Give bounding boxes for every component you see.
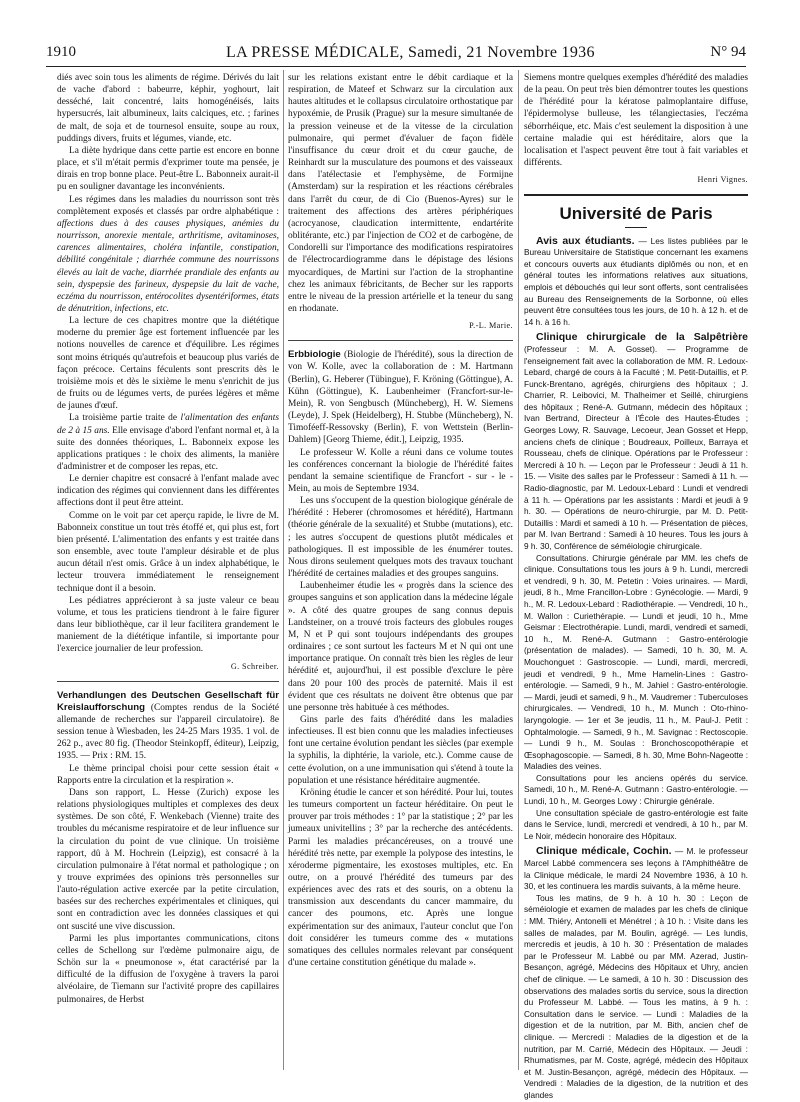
- paragraph: Kröning étudie le cancer et son hérédité. Pour lui, toutes les tumeurs comportent un facteur héréditaire. On peut le prouver par trois méthodes : 1° par la statistique ; 2° par les jumeaux univitellins ; 3° par la recherche des antécédents. Parmi les maladies précancéreuses, on a trouvé une hérédité très nette, par exemple la polypose des intestins, le xéroderme pigmentaire, les exostoses multiples, etc. En outre, on a prouvé l'hérédité des tumeurs par des expériences avec des rats et des souris, on a obtenu la transmission aux descendants du cancer mammaire, du cancer des poumons, etc. Après une longue expérimentation sur des animaux, l'auteur conclut que l'on doit considérer les tumeurs comme des « mutations somatiques des cellules normales relevant par conséquent d'une certaine constitution génétique du malade ».: [288, 787, 513, 969]
- page-header: [46, 44, 746, 66]
- book-review-heading: Erbbiologie (Biologie de l'hérédité), sous la direction de von W. Kolle, avec la collaboration de : M. Hartmann (Berlin), G. Heberer (Tübingue), F. Kröning (Göttingue), A. Kühn (Göttingue), K. Laubenheimer (Francfort-sur-le-Mein), R. von Sengbusch (Müncheberg), H. W. Siemens (Leyde), J. Spek (Heidelberg), H. Stubbe (Müncheberg), N. Timoféeff-Ressovsky (Berlin), F. von Wettstein (Berlin-Dahlem) [Georg Thieme, édit.], Leipzig, 1935.: [288, 349, 513, 446]
- paragraph: La lecture de ces chapitres montre que la diététique moderne du premier âge est fortement influencée par les notions nouvelles de carence et d'équilibre. Les régimes sont moins étriqués qu'autrefois et beaucoup plus variés de façon précoce. Certains féculents sont prescrits dès le troisième mois et dès le sixième le menu s'enrichit de jus de fruits ou de légumes verts, de purées légères et même de jaunes d'œuf.: [57, 316, 279, 412]
- review-signature: P.-L. Marie.: [469, 321, 513, 331]
- section-rule: [524, 194, 748, 196]
- journal-title: LA PRESSE MÉDICALE, Samedi, 21 Novembre 1936: [226, 44, 595, 61]
- paragraph: Laubenheimer étudie les « progrès dans la science des groupes sanguins et son application dans la médecine légale ». A côté des quatre groupes de sang connus depuis Landsteiner, on a trouvé trois facteurs des globules rouges M, N et P qui sont toujours indépendants des groupes ordinaires ; ce sont surtout les facteurs M et N qui ont une importance pratique. On connaît très bien les règles de leur hérédité et, aujourd'hui, il est possible d'exclure le père dans 20 pour 100 des procès de paternité. Mais il est évident que ces résultats ne doivent être obtenus que par une personne très habituée à ces méthodes.: [288, 581, 513, 713]
- book-review-heading: Verhandlungen des Deutschen Gesellschaft für Kreislaufforschung (Comptes rendus de la Société allemande de recherches sur l'appareil circulatoire). 8e session tenue à Wiesbaden, les 24-25 Mars 1935. 1 vol. de 262 p., avec 80 fig. (Theodor Steinkopff, éditeur), Leipzig, 1935. — Prix : RM. 15.: [57, 689, 279, 762]
- paragraph: Le dernier chapitre est consacré à l'enfant malade avec indication des régimes qui conviennent dans les différentes affections dont il peut être atteint.: [57, 474, 279, 509]
- paragraph: Comme on le voit par cet aperçu rapide, le livre de M. Babonneix constitue un tout très étoffé et, qui plus est, fort bien présenté. L'alimentation des enfants y est traitée dans son ensemble, avec toute l'ampleur désirable et de plus aucun détail n'est omis. Grâce à un index alphabétique, le lecteur trouvera immédiatement le renseignement technique dont il a besoin.: [57, 510, 279, 594]
- paragraph: Siemens montre quelques exemples d'hérédité des maladies de la peau. On peut très bien démontrer toutes les questions de l'hérédité pour la kératose palmoplantaire diffuse, l'épidermolyse bulleuse, les télangiectasies, l'eczéma séborrhéique, etc. Mais c'est seulement la disposition à une certaine maladie qui est héréditaire, alors que la localisation et l'aspect peuvent être tout à fait variables et différents.: [524, 73, 748, 169]
- section-rule: [288, 340, 513, 341]
- column-rule-1: [283, 70, 284, 1070]
- notice-avis: Avis aux étudiants. — Les listes publiées par le Bureau Universitaire de Statistique concernant les examens et concours ouverts aux étudiants diplômés ou non, et en général toutes les informations relatives aux situations, emplois et débouchés qui leur sont offerts, sont centralisées au Bureau des Renseignements de la Sorbonne, où elles peuvent être consultées tous les jours, de 10 h. à 12 h. et de 14 h. à 16 h.: [524, 234, 748, 327]
- review-signature: Henri Vignes.: [697, 175, 748, 185]
- paragraph: Le thème principal choisi pour cette session était « Rapports entre la circulation et la respiration ».: [57, 763, 279, 786]
- header-rule: [46, 66, 746, 67]
- paragraph: Dans son rapport, L. Hesse (Zurich) expose les relations physiologiques multiples et complexes des deux systèmes. De son côté, F. Wenkebach (Vienne) traite des troubles du mécanisme respiratoire et de leur influence sur la circulation du point de vue clinique. Un troisième rapport, dû à M. Hochrein (Leipzig), est consacré à la circulation pulmonaire à l'état normal et pathologique ; on y trouve exprimées des opinions très personnelles sur l'auto-régulation active exercée par la petite circulation, basées sur des recherches expérimentales et cliniques, qui sont en contradiction avec les données classiques et qui ont suscité une vive discussion.: [57, 787, 279, 932]
- notice-consultations: Consultations. Chirurgie générale par MM. les chefs de clinique. Consultations tous les jours à 9 h. Lundi, mercredi et vendredi, 9 h. 30, M. Petetin : Voies urinaires. — Mardi, jeudi, 8 h., Mme Francillon-Lobre : Gynécologie. — Mardi, 9 h., M. R. Ledoux-Lebard : Radiothérapie. — Vendredi, 10 h., M. Wallon : Curiethérapie. — Lundi et jeudi, 10 h., Mme Geismar : Electrothérapie. Lundi, mardi, vendredi et samedi, 10 h., M. René-A. Gutmann : Gastro-entérologie (présentation de malades). — Samedi, 10 h. 30, M. A. Mouchonguet : Gastroscopie. — Lundi, mardi, mercredi, jeudi et vendredi, 9 h., Mme Hamelin-Lines : Gastro-entérologie. — Samedi, 9 h., M. Jahiel : Gastro-entérologie. — Mardi, jeudi et samedi, 9 h., M. Vaudremer : Tuberculoses chirurgicales. — Vendredi, 10 h., M. Munch : Oto-rhino-laryngologie. — 1er et 3e jeudis, 11 h., M. Paul-J. Petit : Ophtalmologie. — Samedi, 9 h., M. Savignac : Rectoscopie. — Lundi 9 h., M. Soulas : Bronchoscopothérapie et Œsophagoscopie. — Samedi, 8 h. 30, Mme Bohn-Nageotte : Maladies des veines.: [524, 552, 748, 772]
- paragraph: Le professeur W. Kolle a réuni dans ce volume toutes les conférences concernant la biologie de l'hérédité faites pendant la semaine scientifique de Francfort - sur - le - Mein, au mois de Septembre 1934.: [288, 447, 513, 494]
- page-number: 1910: [46, 44, 76, 60]
- review-signature: G. Schreiber.: [230, 661, 279, 671]
- paragraph: diés avec soin tous les aliments de régime. Dérivés du lait de vache d'abord : babeurre, képhir, yoghourt, lait desséché, lait concentré, laits homogénéisés, laits hypersucrés, lait albumineux, laits calciques, etc. ; farines de malt, de soja et de tournesol ensuite, soupe au roux, puddings divers, fruits et légumes, viande, etc.: [57, 73, 279, 144]
- notice-consultations-3: Une consultation spéciale de gastro-entérologie est faite dans le Service, lundi, mercredi et vendredi, à 10 h., par M. Le Noir, médecin honoraire des Hôpitaux.: [524, 807, 748, 841]
- paragraph: La troisième partie traite de l'alimentation des enfants de 2 à 15 ans. Elle envisage d'abord l'enfant normal et, à la suite des données théoriques, L. Babonneix expose les applications pratiques : le choix des aliments, la manière d'administrer et de composer les repas, etc.: [57, 413, 280, 472]
- column-2: [288, 72, 513, 1072]
- paragraph: sur les relations existant entre le débit cardiaque et la respiration, de Mateef et Schwarz sur la circulation aux hautes altitudes et le collapsus circulatoire orthostatique par hypoxémie, de Prusik (Prague) sur la mesure simultanée de la pression veineuse et de la vitesse de la circulation pulmonaire, qui permet d'évaluer de façon fidèle l'insuffisance du cœur droit et du cœur gauche, de Reinhardt sur la musculature des poumons et des vaisseaux dans l'atélectasie et l'emphysème, de Formijne (Amsterdam) sur la respiration et les réactions cérébrales dans l'arrêt du cœur, de di Cio (Buenos-Ayres) sur le traitement des affections des artères périphériques (acrocyanose, claudication intermittente, endartérite oblitérante, etc.) par l'injection de CO2 et de carbogène, de Condorelli sur l'importance des modifications respiratoires de l'électrocardiogramme dans le dépistage des lésions myocardiques, de Martini sur l'action de la strophantine chez les animaux fébricitants, de Becher sur les rapports entre le niveau de la pression artérielle et la teneur du sang en rhodanate.: [288, 73, 513, 314]
- paragraph: Les pédiatres apprécieront à sa juste valeur ce beau volume, et tous les praticiens tiendront à le faire figurer dans leur bibliothèque, car il leur facilitera grandement le maniement de la diététique infantile, si importante pour l'exercice journalier de leur profession.: [57, 595, 279, 655]
- notice-salpetriere: Clinique chirurgicale de la Salpêtrière (Professeur : M. A. Gosset). — Programme de l'enseignement fait avec la collaboration de MM. R. Ledoux-Lebard, chargé de cours à la Faculté ; M. Petit-Dutaillis, et P. Funck-Brentano, agrégés, chirurgiens des hôpitaux ; J. Charrier, R. Leibovici, M. Thalheimer et Seillé, chirurgiens des hôpitaux ; René-A. Gutmann, médecin des hôpitaux ; Ivan Bertrand, Directeur à l'École des Hautes-Études ; Georges Lowy, R. Sauvage, Lecoeur, Jean Gosset et Hepp, anciens chefs de clinique ; Boudreaux, Poilleux, Barraya et Rousseau, chefs de clinique. Opérations par le Professeur : Mercredi à 10 h. — Leçon par le Professeur : Jeudi à 11 h. 15. — Visite des salles par le Professeur : Samedi à 11 h. — Radio-diagnostic, par M. Ledoux-Lebard : Lundi et vendredi à 11 h. — Opérations par les assistants : Mardi et jeudi à 9 h. 30. — Opérations de neuro-chirurgie, par M. D. Petit-Dutaillis : Mardi et samedi à 10 h. — Présentation de pièces, par M. Ivan Bertrand : Samedi à 10 heures. Tous les jours à 9 h. 30, Conférence de séméiologie chirurgicale.: [524, 331, 748, 551]
- notice-cochin: Clinique médicale, Cochin. — M. le professeur Marcel Labbé commencera ses leçons à l'Amphithéâtre de la Clinique médicale, le mardi 24 Novembre 1936, à 10 h. 30, et les continuera les mardis suivants, à la même heure.: [524, 845, 749, 892]
- column-3: [524, 72, 749, 1100]
- notice-cochin-2: Tous les matins, de 9 h. à 10 h. 30 : Leçon de séméiologie et examen de malades par les chefs de clinique : MM. Thiéry, Antonelli et Ménétrel ; à 10 h. : Visite dans les salles de malades, par M. Boulin, agrégé. — Les lundis, mercredis et jeudis, à 10 h. 30 : Présentation de malades par le Professeur M. Labbé ou par MM. Azerad, Justin-Besançon, agrégé, Médecins des Hôpitaux et Uhry, ancien chef de clinique. — Le samedi, à 10 h. 30 : Discussion des observations des malades sortis du service, sous la direction du Professeur M. Labbé. — Tous les matins, à 9 h. : Consultation dans le service. — Lundi : Maladies de la digestion et de la nutrition, par M. Bith, ancien chef de clinique. — Mercredi : Maladies de la digestion et de la nutrition, par M. Carrié, Médecin des Hôpitaux. — Jeudi : Rhumatismes, par M. Coste, agrégé, médecin des Hôpitaux et M. Justin-Besançon, agrégé, médecin des Hôpitaux. — Vendredi : Maladies de la digestion, de la nutrition et des glandes: [524, 892, 748, 1100]
- issue-number: N° 94: [710, 44, 746, 60]
- paragraph: Les uns s'occupent de la question biologique générale de l'hérédité : Heberer (chromosomes et hérédité), Hartmann (théorie générale de la sexualité) et Stubbe (mutations), etc. ; les autres s'occupent de questions plutôt médicales et pathologiques. Il est impossible de les énumérer toutes. Nous dirons seulement quelques mots des travaux touchant l'hérédité de certaines maladies et des groupes sanguins.: [288, 496, 513, 580]
- paragraph: La diète hydrique dans cette partie est encore en bonne place, et s'il m'était permis d'exprimer toute ma pensée, je dirais en trop bonne place. Peut-être L. Babonneix aurait-il pu en souligner davantage les inconvénients.: [57, 145, 279, 193]
- section-rule: [57, 681, 279, 682]
- column-rule-2: [518, 70, 519, 1070]
- notice-consultations-2: Consultations pour les anciens opérés du service. Samedi, 10 h., M. René-A. Gutmann : Gastro-entérologie. — Lundi, 10 h., M. Georges Lowy : Chirurgie générale.: [524, 772, 748, 807]
- paragraph: Gins parle des faits d'hérédité dans les maladies infectieuses. Il est bien connu que les maladies infectieuses font une certaine évolution pendant les siècles (par exemple la syphilis, la diphtérie, la variole, etc.). Comme cause de cette évolution, on a une immunisation qui s'étend à toute la population et une résistance héréditaire augmentée.: [288, 714, 513, 786]
- heading-dash: [625, 227, 647, 228]
- paragraph: Les régimes dans les maladies du nourrisson sont très complètement exposés et classés par ordre alphabétique : affections dues à des causes physiques, anémies du nourrisson, anorexie mentale, arthritisme, avitaminoses, carences alimentaires, choléra infantile, constipation, débilité congénitale ; diarrhée commune des nourrissons élevés au lait de vache, diarrhée prandiale des enfants au sein, dyspepsie des farineux, dyspepsie du lait de vache, eczéma du nourrisson, entérocolites dysentériformes, états de dénutrition, infections, etc.: [57, 194, 279, 314]
- column-1: [57, 72, 279, 1072]
- paragraph: Parmi les plus importantes communications, citons celles de Schellong sur l'œdème pulmonaire aigu, de Schön sur la « pneumonose », état caractérisé par la difficulté de la diffusion de l'oxygène à travers la paroi alvéolaire, de Tiemann sur l'activité propre des capillaires pulmonaires, de Herbst: [57, 933, 279, 1005]
- section-heading-university: Université de Paris: [559, 204, 713, 224]
